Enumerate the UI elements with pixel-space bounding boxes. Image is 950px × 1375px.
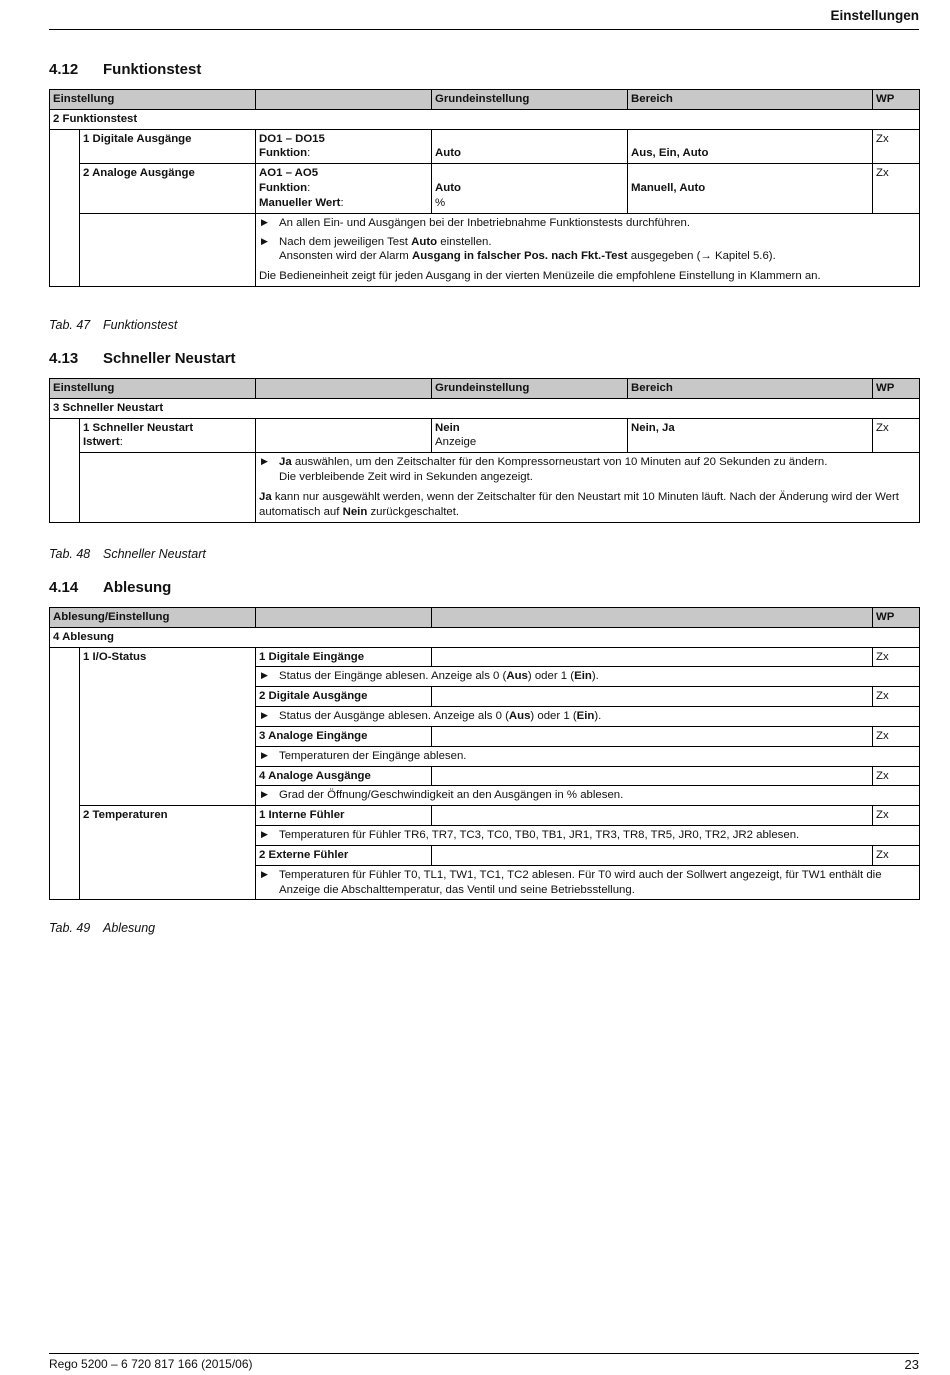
wp-value: Zx xyxy=(873,845,920,865)
group-row xyxy=(50,109,920,129)
indent-cell xyxy=(50,129,80,286)
header-cell: Bereich xyxy=(628,379,873,399)
table-row xyxy=(50,418,920,453)
table-row xyxy=(50,806,920,826)
header-cell xyxy=(432,608,873,628)
wp-value: Zx xyxy=(873,164,920,213)
header-cell: Einstellung xyxy=(50,90,256,110)
item-description: ▶ Status der Eingänge ablesen. Anzeige als 0 (Aus) oder 1 (Ein). xyxy=(256,667,920,687)
section-title-funktionstest xyxy=(49,60,201,80)
section-number: 4.12 xyxy=(49,61,79,78)
header-cell xyxy=(256,608,432,628)
table-row xyxy=(50,129,920,164)
empty-cell xyxy=(80,453,256,522)
item-description: ▶ Temperaturen für Fühler T0, TL1, TW1, TC1, TC2 ablesen. Für T0 wird auch der Sollwert angezeigt, für TW1 enthält die Anzeige die Abschalttemperatur, das Ventil und seine Betriebsstellung. xyxy=(256,865,920,900)
wp-value: Zx xyxy=(873,418,920,453)
notes-cell xyxy=(256,213,920,286)
indent-cell xyxy=(50,418,80,522)
note-text: Ja kann nur ausgewählt werden, wenn der Zeitschalter für den Neustart mit 10 Minuten läuft. Nach der Änderung wird der Wert automatisch auf Nein zurückgeschaltet. xyxy=(259,490,899,518)
default-value: Auto % xyxy=(432,164,628,213)
table-row xyxy=(50,164,920,213)
table-caption xyxy=(49,546,206,562)
caption-number: Tab. 49 xyxy=(49,921,91,935)
header-cell: Grundeinstellung xyxy=(432,90,628,110)
table-header-row xyxy=(50,379,920,399)
header-cell: WP xyxy=(873,90,920,110)
empty-cell xyxy=(432,766,873,786)
header-cell: Ablesung/Einstellung xyxy=(50,608,256,628)
note-bullet: ▶ An allen Ein- und Ausgängen bei der Inbetriebnahme Funktionstests durchführen. xyxy=(259,216,916,231)
table-caption xyxy=(49,920,155,936)
group-label: 3 Schneller Neustart xyxy=(50,398,920,418)
section-title-schneller-neustart xyxy=(49,349,236,369)
notes-row xyxy=(50,213,920,286)
setting-detail: AO1 – AO5 Funktion: Manueller Wert: xyxy=(256,164,432,213)
header-cell: Einstellung xyxy=(50,379,256,399)
footer-divider xyxy=(49,1353,919,1354)
wp-value: Zx xyxy=(873,726,920,746)
caption-text: Funktionstest xyxy=(103,318,178,332)
note-bullet: ▶ Nach dem jeweiligen Test Auto einstellen. xyxy=(259,235,916,250)
range-value: Manuell, Auto xyxy=(628,164,873,213)
item-name: 2 Externe Fühler xyxy=(256,845,432,865)
page-header xyxy=(49,7,919,30)
range-value: Aus, Ein, Auto xyxy=(628,129,873,164)
setting-detail: DO1 – DO15 Funktion: xyxy=(256,129,432,164)
subgroup-label: 1 I/O-Status xyxy=(80,647,256,806)
table-row xyxy=(50,647,920,667)
setting-detail xyxy=(256,418,432,453)
header-cell xyxy=(256,379,432,399)
table-schneller-neustart xyxy=(49,378,920,523)
header-cell: WP xyxy=(873,379,920,399)
group-row xyxy=(50,627,920,647)
item-description: ▶ Temperaturen der Eingänge ablesen. xyxy=(256,746,920,766)
item-name: 4 Analoge Ausgänge xyxy=(256,766,432,786)
section-number: 4.13 xyxy=(49,350,79,367)
setting-name: 1 Schneller Neustart Istwert: xyxy=(80,418,256,453)
header-cell xyxy=(256,90,432,110)
item-name: 1 Digitale Eingänge xyxy=(256,647,432,667)
range-value: Nein, Ja xyxy=(628,418,873,453)
wp-value: Zx xyxy=(873,806,920,826)
page-number: 23 xyxy=(904,1357,919,1372)
footer-document-id: Rego 5200 – 6 720 817 166 (2015/06) xyxy=(49,1357,253,1371)
caption-text: Schneller Neustart xyxy=(103,547,206,561)
setting-name: 2 Analoge Ausgänge xyxy=(80,164,256,213)
notes-cell xyxy=(256,453,920,522)
group-label: 4 Ablesung xyxy=(50,627,920,647)
wp-value: Zx xyxy=(873,766,920,786)
note-text: Die Bedieneinheit zeigt für jeden Ausgang in der vierten Menüzeile die empfohlene Einstellung in Klammern an. xyxy=(259,270,821,283)
item-description: ▶ Grad der Öffnung/Geschwindigkeit an den Ausgängen in % ablesen. xyxy=(256,786,920,806)
section-number: 4.14 xyxy=(49,579,79,596)
subgroup-label: 2 Temperaturen xyxy=(80,806,256,900)
wp-value: Zx xyxy=(873,647,920,667)
caption-number: Tab. 48 xyxy=(49,547,91,561)
header-cell: Bereich xyxy=(628,90,873,110)
note-continuation: Die verbleibende Zeit wird in Sekunden angezeigt. xyxy=(279,471,533,484)
item-description: ▶ Temperaturen für Fühler TR6, TR7, TC3, TC0, TB0, TB1, JR1, TR3, TR8, TR5, JR0, TR2, JR2 ablesen. xyxy=(256,826,920,846)
item-name: 2 Digitale Ausgänge xyxy=(256,687,432,707)
empty-cell xyxy=(432,845,873,865)
table-funktionstest xyxy=(49,89,920,287)
header-title: Einstellungen xyxy=(830,8,919,23)
caption-number: Tab. 47 xyxy=(49,318,91,332)
section-title-ablesung xyxy=(49,578,171,598)
wp-value: Zx xyxy=(873,129,920,164)
default-value: Auto xyxy=(432,129,628,164)
section-text: Funktionstest xyxy=(103,61,202,78)
indent-cell xyxy=(50,647,80,900)
note-continuation: Ansonsten wird der Alarm Ausgang in falscher Pos. nach Fkt.-Test ausgegeben (→ Kapitel 5.6). xyxy=(279,250,776,263)
table-header-row xyxy=(50,90,920,110)
item-name: 3 Analoge Eingänge xyxy=(256,726,432,746)
default-value: Nein Anzeige xyxy=(432,418,628,453)
notes-row xyxy=(50,453,920,522)
wp-value: Zx xyxy=(873,687,920,707)
empty-cell xyxy=(432,806,873,826)
empty-cell xyxy=(80,213,256,286)
table-ablesung xyxy=(49,607,920,900)
section-text: Ablesung xyxy=(103,579,172,596)
item-description: ▶ Status der Ausgänge ablesen. Anzeige als 0 (Aus) oder 1 (Ein). xyxy=(256,707,920,727)
empty-cell xyxy=(432,687,873,707)
caption-text: Ablesung xyxy=(103,921,156,935)
setting-name: 1 Digitale Ausgänge xyxy=(80,129,256,164)
note-bullet: ▶ Ja auswählen, um den Zeitschalter für den Kompressorneustart von 10 Minuten auf 20 Sekunden zu ändern. xyxy=(259,455,916,470)
group-row xyxy=(50,398,920,418)
header-cell: Grundeinstellung xyxy=(432,379,628,399)
empty-cell xyxy=(432,726,873,746)
item-name: 1 Interne Fühler xyxy=(256,806,432,826)
header-cell: WP xyxy=(873,608,920,628)
section-text: Schneller Neustart xyxy=(103,350,236,367)
empty-cell xyxy=(432,647,873,667)
group-label: 2 Funktionstest xyxy=(50,109,920,129)
table-caption xyxy=(49,317,177,333)
table-header-row xyxy=(50,608,920,628)
